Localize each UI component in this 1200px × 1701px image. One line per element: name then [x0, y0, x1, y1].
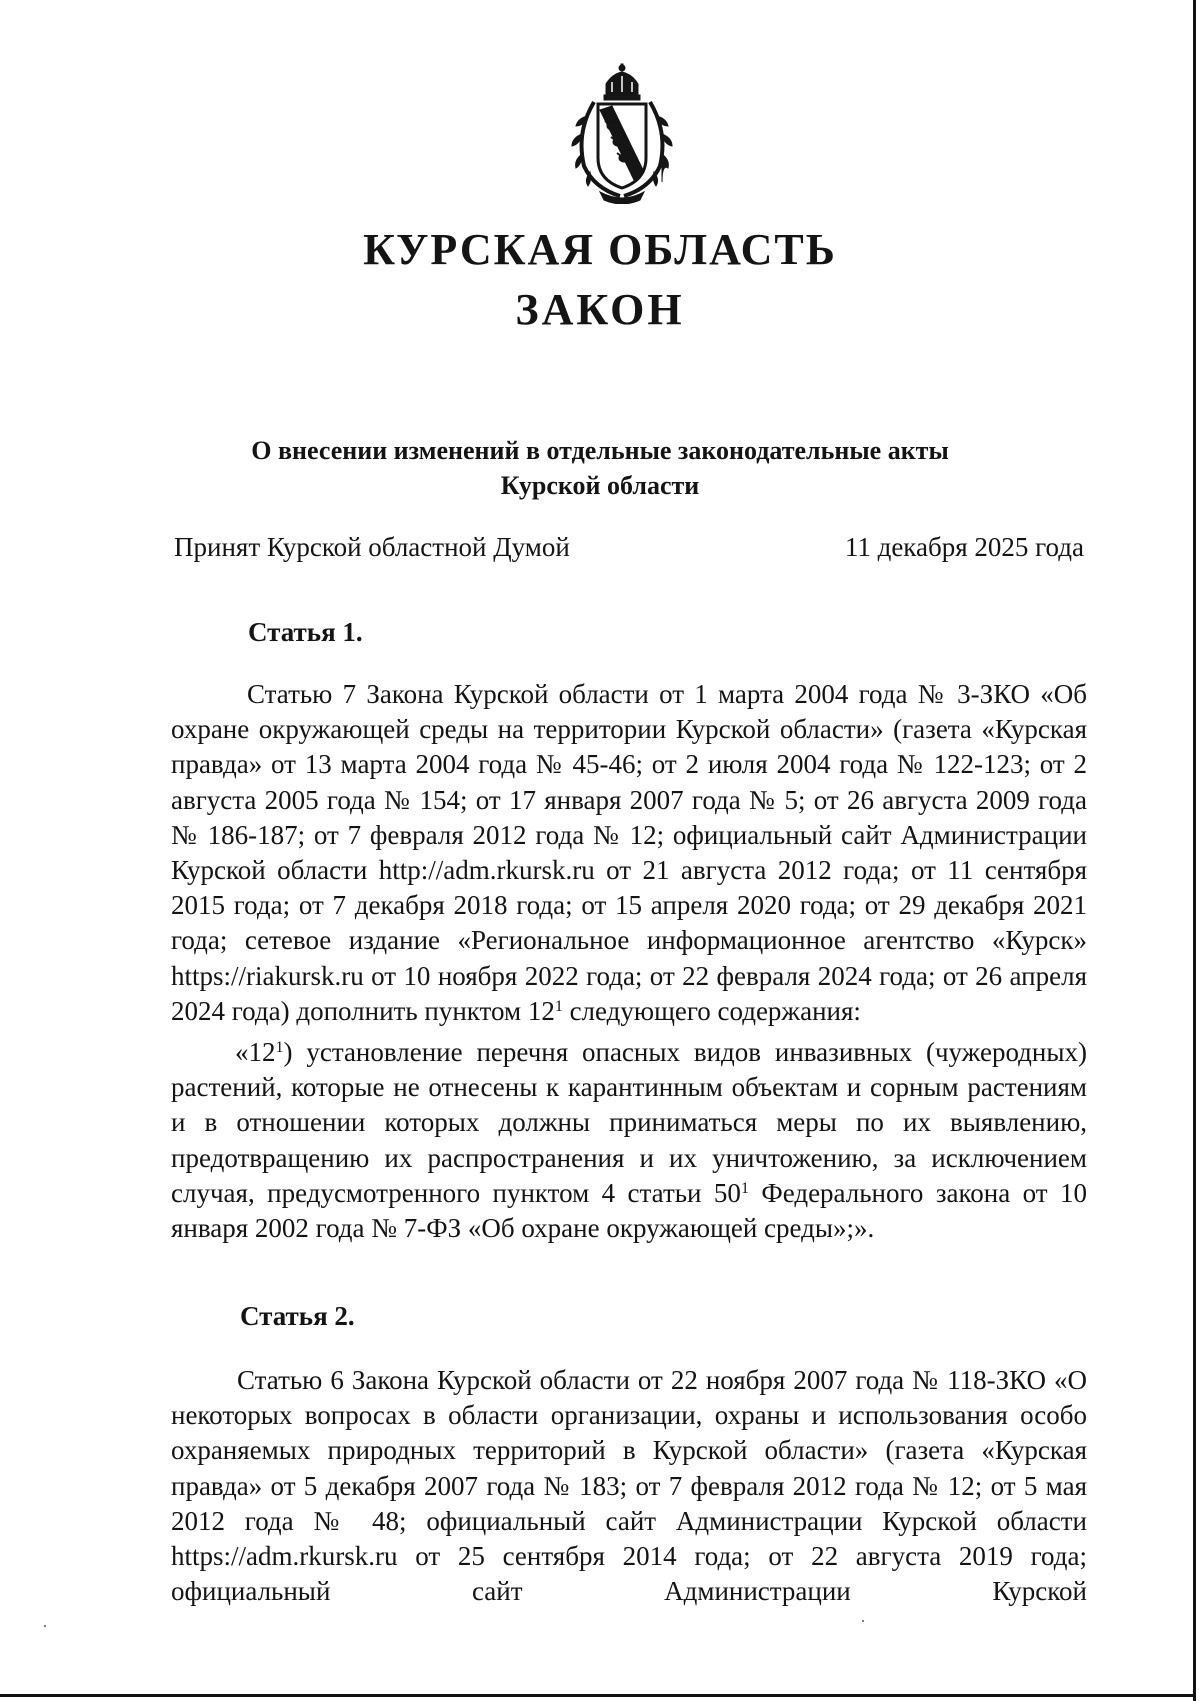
article-1-paragraph-2 — [171, 1035, 1087, 1246]
scan-edge-bottom — [0, 1694, 1196, 1697]
paragraph-text: следующего содержания: — [562, 995, 861, 1026]
paragraph-text: Статью 7 Закона Курской области от 1 марта 2004 года № 3-ЗКО «Об охране окружающей среды на территории Курской области» (газета «Курская правда» от 13 марта 2004 года № 45-46; от 2 июля 2004 года № 122-123; от 2 августа 2005 года № 154; от 17 января 2007 года № 5; от 26 августа 2009 года № 186-187; от 7 февраля 2012 года № 12; официальный сайт Администрации Курской области http://adm.rkursk.ru от 21 августа 2012 года; от 11 сентября 2015 года; от 7 декабря 2018 года; от 15 апреля 2020 года; от 29 декабря 2021 года; сетевое издание «Региональное информационное агентство «Курск» https://riakursk.ru от 10 ноября 2022 года; от 22 февраля 2024 года; от 26 апреля 2024 года) дополнить пунктом 12 — [171, 679, 1087, 1026]
kursk-coat-of-arms-icon — [560, 62, 684, 204]
adoption-date: 11 декабря 2025 года — [844, 532, 1084, 562]
paragraph-text: «12 — [235, 1037, 276, 1067]
article-1-paragraph-1 — [171, 677, 1087, 1029]
region-heading: КУРСКАЯ ОБЛАСТЬ — [363, 225, 837, 274]
law-title-line: О внесении изменений в отдельные законодательные акты — [251, 436, 949, 465]
scan-speck — [44, 1625, 46, 1627]
article-1-heading: Статья 1. — [248, 617, 363, 647]
superscript: 1 — [275, 1039, 284, 1056]
law-title — [0, 433, 1200, 503]
paragraph-text: Федерального закона от 10 января 2002 года № 7-ФЗ «Об охране окружающей среды»;». — [171, 1177, 1087, 1244]
paragraph-text: Статью 6 Закона Курской области от 22 ноября 2007 года № 118-ЗКО «О некоторых вопросах в области организации, охраны и использования особо охраняемых природных территорий в Курской области» (газета «Курская правда» от 5 декабря 2007 года № 183; от 7 февраля 2012 года № 12; от 5 мая 2012 года № 48; официальный сайт Администрации Курской области https://adm.rkursk.ru от 25 сентября 2014 года; от 22 августа 2019 года; официальный сайт Администрации Курской — [171, 1365, 1087, 1607]
adopted-by: Принят Курской областной Думой — [174, 532, 570, 562]
superscript: 1 — [554, 997, 563, 1015]
article-2-paragraph-1 — [171, 1363, 1087, 1609]
article-2-heading: Статья 2. — [240, 1301, 355, 1331]
paragraph-text: ) установление перечня опасных видов инвазивных (чужеродных) растений, которые не отнесены к карантинным объектам и сорным растениям и в отношении которых должны приниматься меры по их выявлению, предотвращению их распространения и их уничтожению, за исключением случая, предусмотренного пунктом 4 статьи 50 — [171, 1037, 1087, 1208]
law-heading: ЗАКОН — [515, 285, 685, 334]
law-title-line: Курской области — [500, 471, 700, 500]
adoption-line — [174, 532, 1084, 563]
superscript: 1 — [740, 1179, 749, 1197]
scan-speck — [862, 1620, 864, 1622]
